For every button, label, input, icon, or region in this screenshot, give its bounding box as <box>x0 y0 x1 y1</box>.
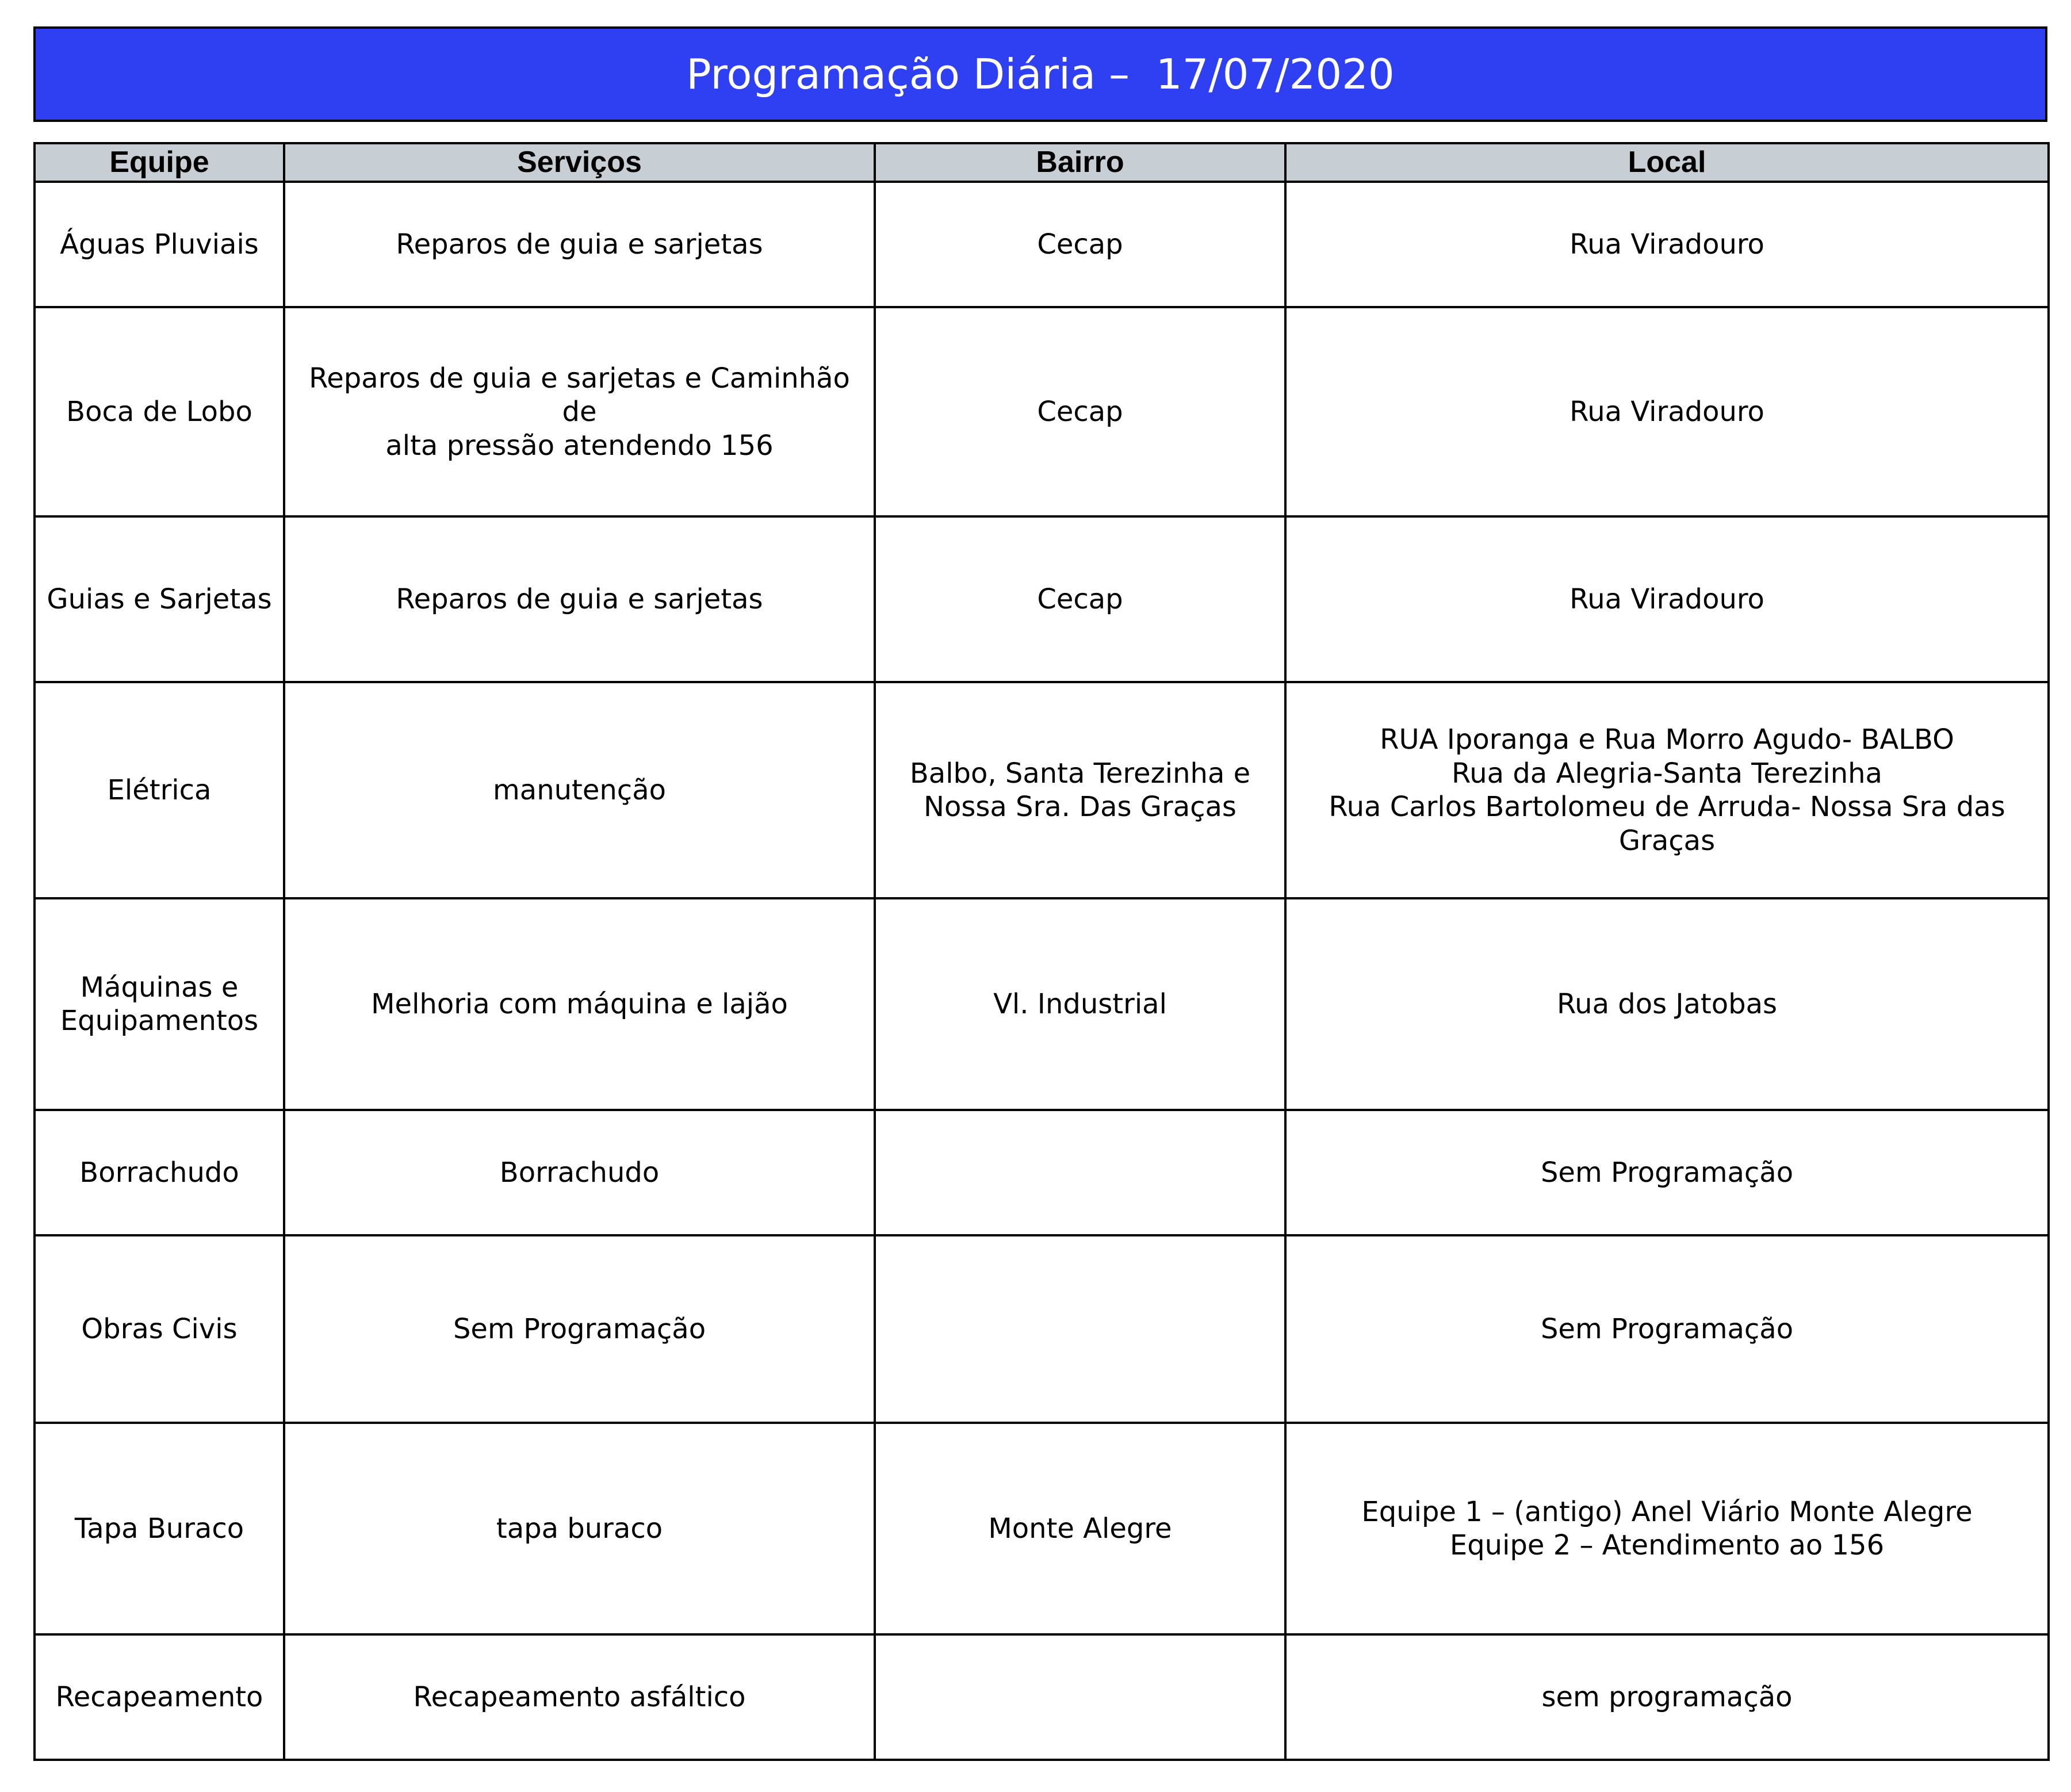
equipe-cell: Recapeamento <box>35 1634 284 1760</box>
servicos-cell: manutenção <box>284 682 875 898</box>
bairro-cell: Balbo, Santa Terezinha e Nossa Sra. Das Graças <box>875 682 1285 898</box>
local-cell: Sem Programação <box>1285 1235 2049 1423</box>
equipe-cell: Águas Pluviais <box>35 182 284 307</box>
bairro-cell <box>875 1235 1285 1423</box>
table-row <box>35 1235 2049 1423</box>
column-header-local: Local <box>1285 143 2049 182</box>
table-row <box>35 898 2049 1110</box>
table-row <box>35 307 2049 516</box>
bairro-cell <box>875 1110 1285 1235</box>
table-row <box>35 516 2049 682</box>
table-row <box>35 682 2049 898</box>
local-cell: Sem Programação <box>1285 1110 2049 1235</box>
local-cell: Rua Viradouro <box>1285 182 2049 307</box>
header-row <box>35 143 2049 182</box>
table-row <box>35 1634 2049 1760</box>
servicos-cell: Recapeamento asfáltico <box>284 1634 875 1760</box>
equipe-cell: Máquinas e Equipamentos <box>35 898 284 1110</box>
servicos-cell: Reparos de guia e sarjetas <box>284 516 875 682</box>
servicos-cell: Melhoria com máquina e lajão <box>284 898 875 1110</box>
servicos-cell: tapa buraco <box>284 1423 875 1634</box>
table-row <box>35 1423 2049 1634</box>
local-cell: Rua dos Jatobas <box>1285 898 2049 1110</box>
servicos-cell: Sem Programação <box>284 1235 875 1423</box>
servicos-cell: Reparos de guia e sarjetas <box>284 182 875 307</box>
bairro-cell <box>875 1634 1285 1760</box>
equipe-cell: Tapa Buraco <box>35 1423 284 1634</box>
servicos-cell: Borrachudo <box>284 1110 875 1235</box>
column-header-equipe: Equipe <box>35 143 284 182</box>
bairro-cell: Monte Alegre <box>875 1423 1285 1634</box>
bairro-cell: Cecap <box>875 307 1285 516</box>
bairro-cell: Cecap <box>875 516 1285 682</box>
table-row <box>35 1110 2049 1235</box>
column-header-bairro: Bairro <box>875 143 1285 182</box>
page-title: Programação Diária – 17/07/2020 <box>33 26 2047 122</box>
equipe-cell: Elétrica <box>35 682 284 898</box>
local-cell: sem programação <box>1285 1634 2049 1760</box>
local-cell: Equipe 1 – (antigo) Anel Viário Monte Alegre Equipe 2 – Atendimento ao 156 <box>1285 1423 2049 1634</box>
equipe-cell: Guias e Sarjetas <box>35 516 284 682</box>
bairro-cell: Vl. Industrial <box>875 898 1285 1110</box>
bairro-cell: Cecap <box>875 182 1285 307</box>
equipe-cell: Boca de Lobo <box>35 307 284 516</box>
equipe-cell: Obras Civis <box>35 1235 284 1423</box>
table-row <box>35 182 2049 307</box>
equipe-cell: Borrachudo <box>35 1110 284 1235</box>
local-cell: Rua Viradouro <box>1285 307 2049 516</box>
servicos-cell: Reparos de guia e sarjetas e Caminhão de alta pressão atendendo 156 <box>284 307 875 516</box>
local-cell: Rua Viradouro <box>1285 516 2049 682</box>
schedule-table <box>33 142 2050 1761</box>
local-cell: RUA Iporanga e Rua Morro Agudo- BALBO Rua da Alegria-Santa Terezinha Rua Carlos Bartolomeu de Arruda- Nossa Sra das Graças <box>1285 682 2049 898</box>
column-header-servicos: Serviços <box>284 143 875 182</box>
